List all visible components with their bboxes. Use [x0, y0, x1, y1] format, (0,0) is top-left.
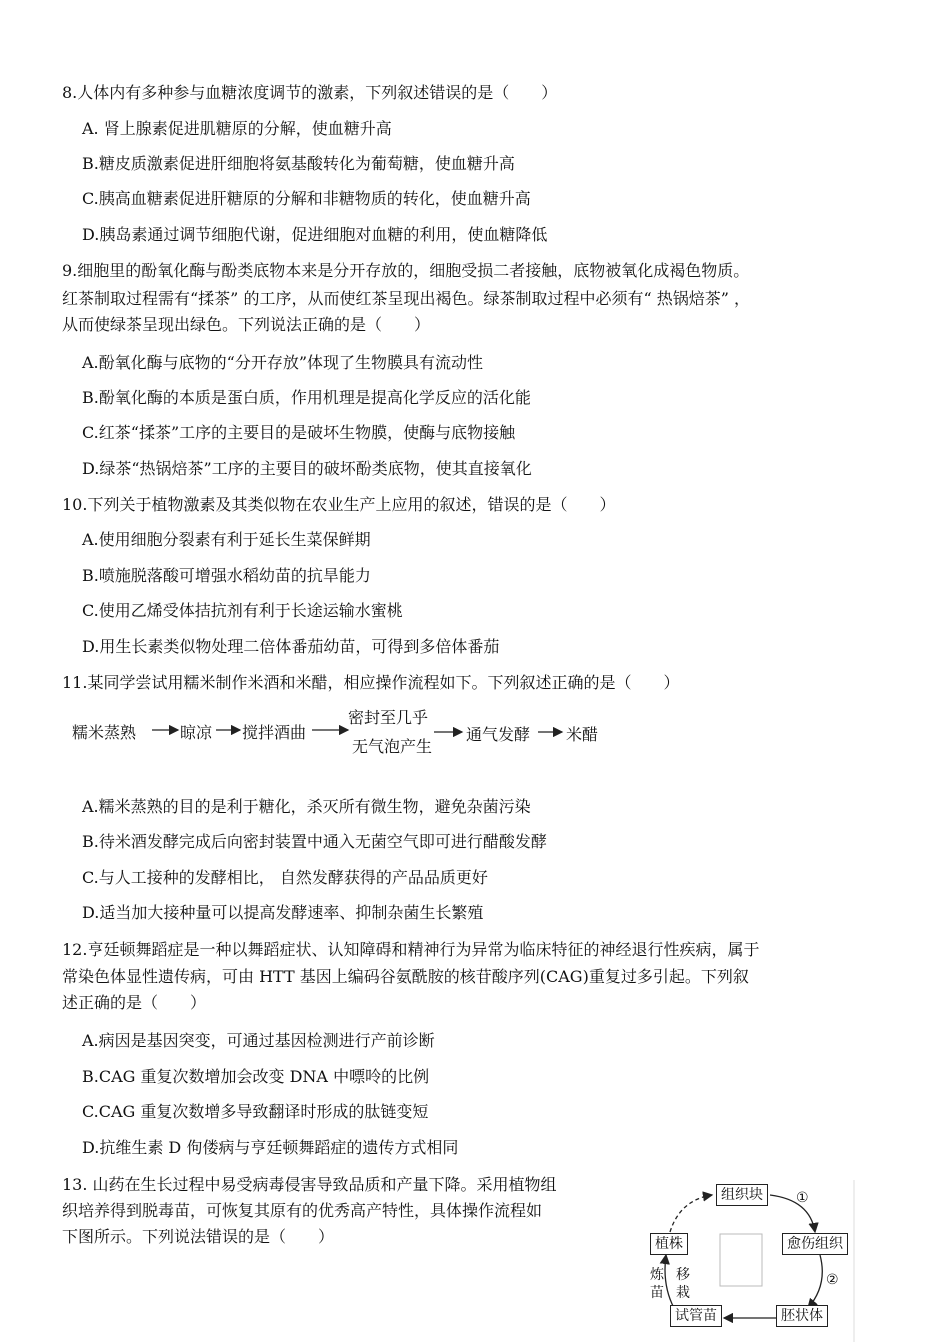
embryoid-box: 胚状体: [776, 1305, 828, 1327]
flow-step-aerate: 通气发酵: [466, 725, 531, 744]
q12-option-d: D.抗维生素 D 佝偻病与亨廷顿舞蹈症的遗传方式相同: [82, 1138, 459, 1157]
q12-option-a: A.病因是基因突变，可通过基因检测进行产前诊断: [82, 1031, 435, 1050]
q11-stem: 11.某同学尝试用糯米制作米酒和米醋，相应操作流程如下。下列叙述正确的是（ ）: [62, 673, 680, 692]
arrow-to-plant: [665, 1255, 674, 1308]
flow-step-vinegar: 米醋: [566, 725, 599, 744]
q10-option-c: C.使用乙烯受体拮抗剂有利于长途运输水蜜桃: [82, 601, 403, 620]
tissue-culture-diagram: [640, 1180, 855, 1342]
q9-stem-line3: 从而使绿茶呈现出绿色。下列说法正确的是（ ）: [62, 315, 431, 334]
q8-option-d: D.胰岛素通过调节细胞代谢，促进细胞对血糖的利用，使血糖降低: [82, 225, 548, 244]
q10-option-a: A.使用细胞分裂素有利于延长生菜保鲜期: [82, 530, 371, 549]
q8-stem: 8.人体内有多种参与血糖浓度调节的激素，下列叙述错误的是（ ）: [62, 83, 558, 102]
harden-label-1: 炼: [650, 1267, 664, 1283]
flow-step-steam-rice: 糯米蒸熟: [72, 723, 137, 742]
q9-option-b: B.酚氧化酶的本质是蛋白质，作用机理是提高化学反应的活化能: [82, 388, 531, 407]
arrow-to-tissue-block: [670, 1195, 712, 1232]
arrow-to-embryoid: [808, 1255, 822, 1308]
test-tube-seedling-box: 试管苗: [670, 1305, 722, 1327]
center-placeholder-box: [720, 1234, 762, 1286]
q12-stem-line1: 12.亨廷顿舞蹈症是一种以舞蹈症状、认知障碍和精神行为异常为临床特征的神经退行性疾病，属于: [62, 940, 760, 959]
flow-step-seal-line1: 密封至几乎: [348, 708, 429, 727]
q8-option-c: C.胰高血糖素促进肝糖原的分解和非糖物质的转化，使血糖升高: [82, 189, 531, 208]
q13-stem-line1: 13. 山药在生长过程中易受病毒侵害导致品质和产量下降。采用植物组: [62, 1175, 557, 1194]
q10-option-d: D.用生长素类似物处理二倍体番茄幼苗，可得到多倍体番茄: [82, 637, 500, 656]
q8-option-b: B.糖皮质激素促进肝细胞将氨基酸转化为葡萄糖，使血糖升高: [82, 154, 515, 173]
q9-stem-line1: 9.细胞里的酚氧化酶与酚类底物本来是分开存放的，细胞受损二者接触，底物被氧化成褐色物质。: [62, 261, 750, 280]
step-2-label: ②: [826, 1272, 839, 1288]
plant-box: 植株: [650, 1233, 688, 1255]
q11-option-c: C.与人工接种的发酵相比， 自然发酵获得的产品品质更好: [82, 868, 488, 887]
q10-stem: 10.下列关于植物激素及其类似物在农业生产上应用的叙述，错误的是（ ）: [62, 495, 616, 514]
flow-step-mix-koji: 搅拌酒曲: [242, 723, 307, 742]
q8-option-a: A. 肾上腺素促进肌糖原的分解，使血糖升高: [82, 119, 392, 138]
harden-label-2: 苗: [650, 1285, 664, 1301]
q11-option-a: A.糯米蒸熟的目的是利于糖化，杀灭所有微生物，避免杂菌污染: [82, 797, 531, 816]
callus-box: 愈伤组织: [782, 1233, 848, 1255]
q9-option-d: D.绿茶“热锅焙茶”工序的主要目的破坏酚类底物，使其直接氧化: [82, 459, 532, 478]
q13-stem-line3: 下图所示。下列说法错误的是（ ）: [62, 1227, 335, 1246]
q11-option-d: D.适当加大接种量可以提高发酵速率、抑制杂菌生长繁殖: [82, 903, 484, 922]
q9-option-a: A.酚氧化酶与底物的“分开存放”体现了生物膜具有流动性: [82, 353, 484, 372]
transplant-label-2: 栽: [676, 1285, 690, 1301]
q11-flow-diagram: [72, 705, 632, 765]
tissue-block-box: 组织块: [716, 1184, 768, 1206]
q9-option-c: C.红茶“揉茶”工序的主要目的是破坏生物膜，使酶与底物接触: [82, 423, 516, 442]
q12-option-b: B.CAG 重复次数增加会改变 DNA 中嘌呤的比例: [82, 1067, 430, 1086]
flow-step-cool: 晾凉: [180, 723, 213, 742]
q11-option-b: B.待米酒发酵完成后向密封装置中通入无菌空气即可进行醋酸发酵: [82, 832, 547, 851]
flow-step-seal-line2: 无气泡产生: [352, 737, 433, 756]
q12-stem-line3: 述正确的是（ ）: [62, 993, 207, 1012]
q12-option-c: C.CAG 重复次数增多导致翻译时形成的肽链变短: [82, 1102, 429, 1121]
q9-stem-line2: 红茶制取过程需有“揉茶” 的工序，从而使红茶呈现出褐色。绿茶制取过程中必须有“ 热锅焙茶” ，: [62, 289, 750, 308]
q10-option-b: B.喷施脱落酸可增强水稻幼苗的抗旱能力: [82, 566, 371, 585]
step-1-label: ①: [796, 1190, 809, 1206]
transplant-label-1: 移: [676, 1267, 690, 1283]
q13-stem-line2: 织培养得到脱毒苗，可恢复其原有的优秀高产特性，具体操作流程如: [62, 1201, 543, 1220]
q12-stem-line2: 常染色体显性遗传病，可由 HTT 基因上编码谷氨酰胺的核苷酸序列(CAG)重复过多引起。下列叙: [62, 967, 749, 986]
